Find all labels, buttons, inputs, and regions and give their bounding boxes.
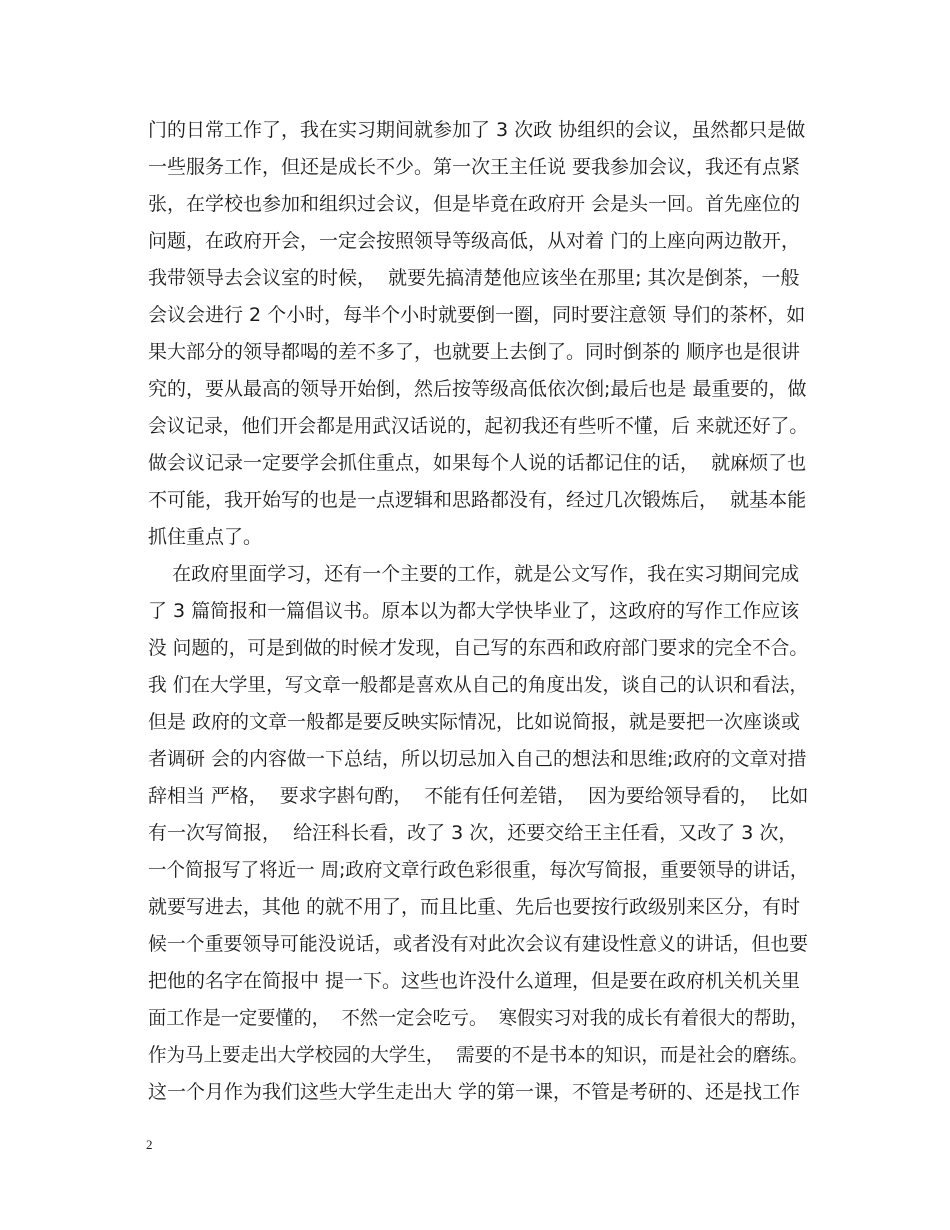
text-line: 作为马上要走出大学校园的大学生， 需要的不是书本的知识，而是社会的磨练。 (148, 1044, 809, 1066)
text-line: 一些服务工作，但还是成长不少。第一次王主任说 要我参加会议，我还有点紧 (148, 156, 801, 178)
text-line: 了 3 篇简报和一篇倡议书。原本以为都大学快毕业了，这政府的写作工作应该 (148, 600, 800, 622)
text-line: 问题，在政府开会，一定会按照领导等级高低，从对着 门的上座向两边散开， (148, 230, 801, 252)
text-line: 有一次写简报， 给汪科长看，改了 3 次，还要交给王主任看，又改了 3 次， (148, 822, 798, 844)
text-line: 会议记录，他们开会都是用武汉话说的，起初我还有些听不懂，后 来就还好了。 (148, 415, 809, 437)
text-line: 把他的名字在简报中 提一下。这些也许没什么道理，但是要在政府机关机关里 (148, 970, 801, 992)
text-line: 在政府里面学习，还有一个主要的工作，就是公文写作，我在实习期间完成 (148, 563, 800, 585)
text-line: 者调研 会的内容做一下总结，所以切忌加入自己的想法和思维;政府的文章对措 (148, 748, 807, 770)
text-line: 但是 政府的文章一般都是要反映实际情况，比如说简报，就是要把一次座谈或 (148, 711, 801, 733)
text-line: 做会议记录一定要学会抓住重点，如果每个人说的话都记住的话， 就麻烦了也 (148, 452, 807, 474)
text-line: 没 问题的，可是到做的时候才发现，自己写的东西和政府部门要求的完全不合。 (148, 637, 809, 659)
text-line: 不可能，我开始写的也是一点逻辑和思路都没有，经过几次锻炼后， 就基本能 (148, 489, 807, 511)
text-line: 会议会进行 2 个小时，每半个小时就要倒一圈，同时要注意领 导们的茶杯，如 (148, 304, 806, 326)
text-line: 我带领导去会议室的时候， 就要先搞清楚他应该坐在那里; 其次是倒茶，一般 (148, 267, 800, 289)
text-line: 抓住重点了。 (148, 526, 263, 548)
text-line: 这一个月作为我们这些大学生走出大 学的第一课，不管是考研的、还是找工作 (148, 1081, 801, 1103)
text-line: 门的日常工作了，我在实习期间就参加了 3 次政 协组织的会议，虽然都只是做 (148, 119, 806, 141)
text-line: 候一个重要领导可能没说话，或者没有对此次会议有建设性意义的讲话，但也要 (148, 933, 809, 955)
text-line: 我 们在大学里，写文章一般都是喜欢从自己的角度出发，谈自己的认识和看法， (148, 674, 809, 696)
text-line: 就要写进去，其他 的就不用了，而且比重、先后也要按行政级别来区分，有时 (148, 896, 801, 918)
text-line: 果大部分的领导都喝的差不多了，也就要上去倒了。同时倒茶的 顺序也是很讲 (148, 341, 801, 363)
text-line: 一个简报写了将近一 周;政府文章行政色彩很重，每次写简报，重要领导的讲话， (148, 859, 809, 881)
text-line: 张，在学校也参加和组织过会议，但是毕竟在政府开 会是头一回。首先座位的 (148, 193, 801, 215)
page-number: 2 (146, 1137, 153, 1152)
text-line: 究的，要从最高的领导开始倒，然后按等级高低依次倒;最后也是 最重要的，做 (148, 378, 807, 400)
text-line: 辞相当 严格， 要求字斟句酌， 不能有任何差错， 因为要给领导看的， 比如 (148, 785, 809, 807)
text-line: 面工作是一定要懂的， 不然一定会吃亏。 寒假实习对我的成长有着很大的帮助， (148, 1007, 809, 1029)
